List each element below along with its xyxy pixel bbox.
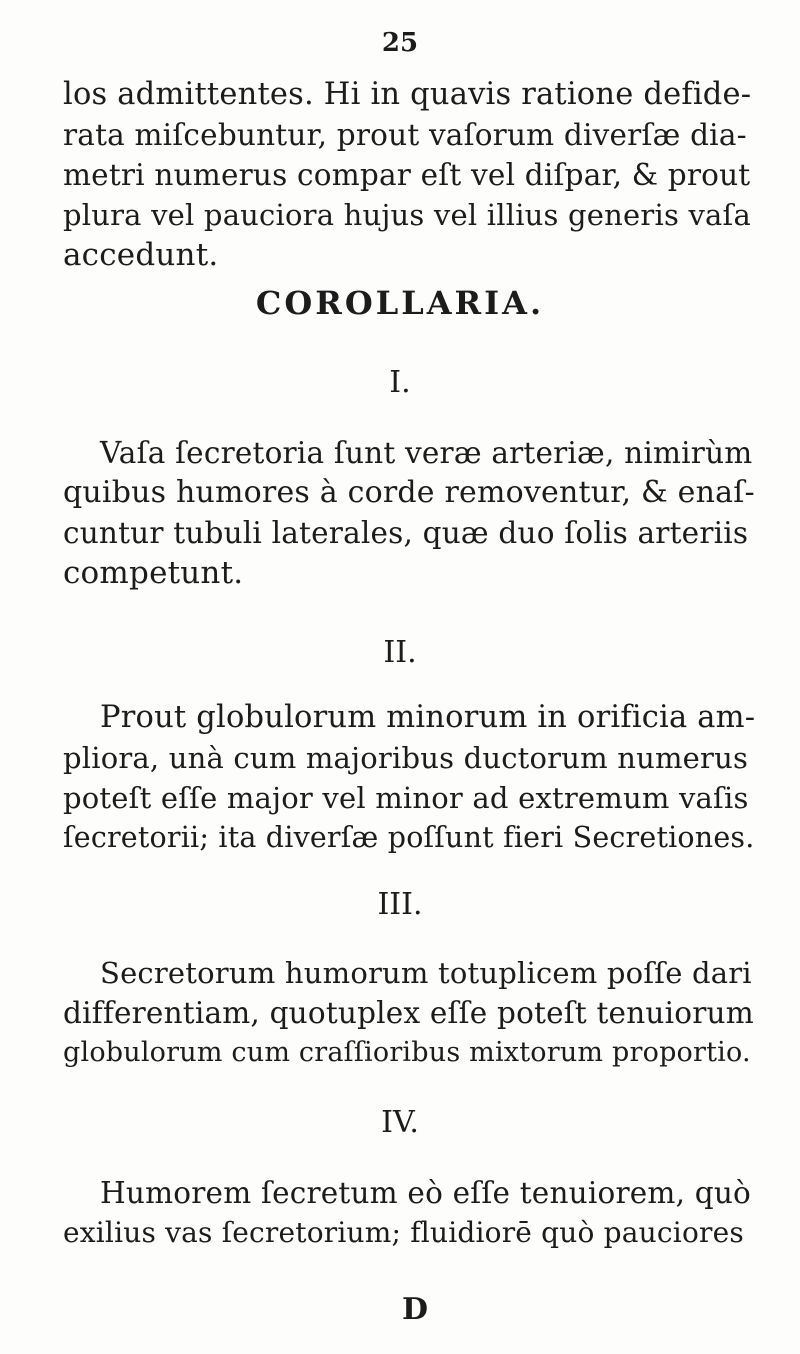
section-numeral: III. [377,887,423,922]
text-line: cuntur tubuli laterales, quæ duo ſolis arteriis [63,516,749,550]
text-line: Humorem ſecretum eò eſſe tenuiorem, quò [100,1176,751,1210]
text-line: los admittentes. Hi in quavis ratione defide- [63,77,752,112]
signature-mark: D [401,1292,428,1327]
text-line: poteſt eſſe major vel minor ad extremum vaſis [63,781,749,815]
section-numeral: I. [389,365,411,400]
section-heading: COROLLARIA. [255,284,545,322]
section-numeral: II. [383,635,417,670]
text-line: differentiam, quotuplex eſſe poteſt tenuiorum [63,996,754,1030]
text-line: globulorum cum craſſioribus mixtorum proportio. [63,1037,751,1068]
text-line: rata miſcebuntur, prout vaſorum diverſæ dia- [63,118,747,152]
text-line: accedunt. [63,237,219,273]
text-line: exilius vas ſecretorium; fluidiorē quò pauciores [63,1216,744,1249]
text-line: pliora, unà cum majoribus ductorum numerus [63,741,749,775]
text-line: ſecretorii; ita diverſæ poſſunt fieri Secretiones. [63,821,755,854]
text-line: Prout globulorum minorum in orificia am- [100,700,756,735]
text-line: Vaſa ſecretoria ſunt veræ arteriæ, nimirùm [100,436,753,470]
text-line: quibus humores à corde removentur, & enaſ- [63,475,755,510]
text-line: plura vel pauciora hujus vel illius generis vaſa [63,198,751,232]
text-line: metri numerus compar eſt vel diſpar, & prout [63,158,751,192]
section-numeral: IV. [381,1105,419,1140]
text-line: Secretorum humorum totuplicem poſſe dari [100,956,752,990]
page-number: 25 [381,28,419,58]
text-line: competunt. [63,555,244,591]
